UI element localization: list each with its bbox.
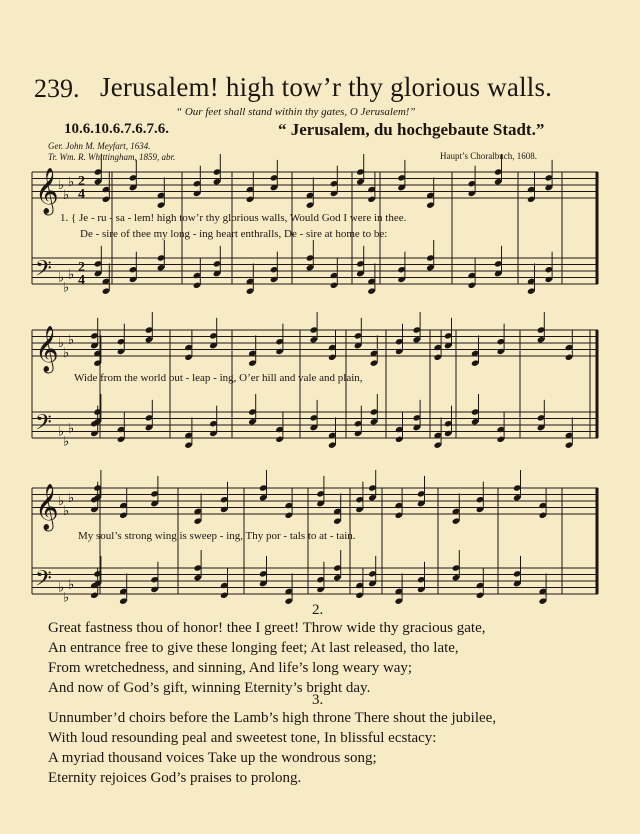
flat-icon: ♭ xyxy=(68,266,75,282)
flat-icon: ♭ xyxy=(68,420,75,436)
flat-icon: ♭ xyxy=(58,423,65,439)
flat-icon: ♭ xyxy=(58,493,65,508)
treble-clef-icon: 𝄞 xyxy=(35,168,59,214)
system-1-lyric-line-1: 1. { Je - ru - sa - lem! high tow’r thy glorious walls, Would God I were in thee. xyxy=(60,212,407,224)
flat-icon: ♭ xyxy=(63,502,70,518)
stanza-3-line-2: With loud resounding peal and sweetest tone, In blissful ecstacy: xyxy=(48,730,437,746)
flat-icon: ♭ xyxy=(68,173,75,189)
treble-clef-icon: 𝄞 xyxy=(35,326,59,372)
flat-icon: ♭ xyxy=(58,335,65,350)
flat-icon: ♭ xyxy=(58,269,65,285)
time-signature-bottom: 4 xyxy=(78,273,85,288)
hymn-number: 239. xyxy=(34,74,80,103)
meter: 10.6.10.6.7.6.7.6. xyxy=(64,121,169,137)
stanza-3-line-3: A myriad thousand voices Take up the wondrous song; xyxy=(48,750,377,766)
epigraph: “ Our feet shall stand within thy gates, O Jerusalem!” xyxy=(176,106,416,118)
stanza-2-line-1: Great fastness thou of honor! thee I greet! Throw wide thy gracious gate, xyxy=(48,620,486,636)
time-signature-top: 2 xyxy=(78,260,85,275)
flat-icon: ♭ xyxy=(58,579,65,595)
flat-icon: ♭ xyxy=(68,489,75,505)
flat-icon: ♭ xyxy=(63,186,70,202)
bass-clef-icon: 𝄢 xyxy=(35,410,52,441)
flat-icon: ♭ xyxy=(63,433,70,449)
bass-clef-icon: 𝄢 xyxy=(35,256,52,287)
flat-icon: ♭ xyxy=(58,177,65,192)
flat-icon: ♭ xyxy=(68,331,75,347)
time-signature-bottom: 4 xyxy=(78,187,85,202)
stanza-3-number: 3. xyxy=(312,692,324,708)
system-3-lyric-line: My soul’s strong wing is sweep - ing, Thy por - tals to at - tain. xyxy=(78,530,356,542)
flat-icon: ♭ xyxy=(68,576,75,592)
flat-icon: ♭ xyxy=(63,279,70,295)
german-title: “ Jerusalem, du hochgebaute Stadt.” xyxy=(278,120,545,139)
hymn-title: Jerusalem! high tow’r thy glorious walls. xyxy=(100,72,553,102)
tune-source: Haupt’s Choralbuch, 1608. xyxy=(440,151,537,161)
time-signature-top: 2 xyxy=(78,174,85,189)
stanza-3-line-4: Eternity rejoices God’s praises to prolong. xyxy=(48,770,302,786)
system-1-lyric-line-2: De - sire of thee my long - ing heart enthralls, De - sire at home to be: xyxy=(80,228,388,240)
treble-clef-icon: 𝄞 xyxy=(35,484,59,530)
stanza-2-line-3: From wretchedness, and sinning, And life’s long weary way; xyxy=(48,660,413,676)
flat-icon: ♭ xyxy=(63,589,70,605)
bass-clef-icon: 𝄢 xyxy=(35,566,52,597)
author-credit: Ger. John M. Meyfart, 1634. xyxy=(48,141,151,151)
stanza-2-line-4: And now of God’s gift, winning Eternity’s bright day. xyxy=(48,680,371,696)
stanza-2-line-2: An entrance free to give these longing feet; At last released, tho late, xyxy=(48,640,459,656)
translator-credit: Tr. Wm. R. Whittingham, 1859, abr. xyxy=(48,152,176,162)
stanza-3-line-1: Unnumber’d choirs before the Lamb’s high throne There shout the jubilee, xyxy=(48,710,497,726)
system-2-lyric-line: Wide from the world out - leap - ing, O’er hill and vale and plain, xyxy=(74,372,363,384)
stanza-2-number: 2. xyxy=(312,602,324,618)
flat-icon: ♭ xyxy=(63,344,70,360)
